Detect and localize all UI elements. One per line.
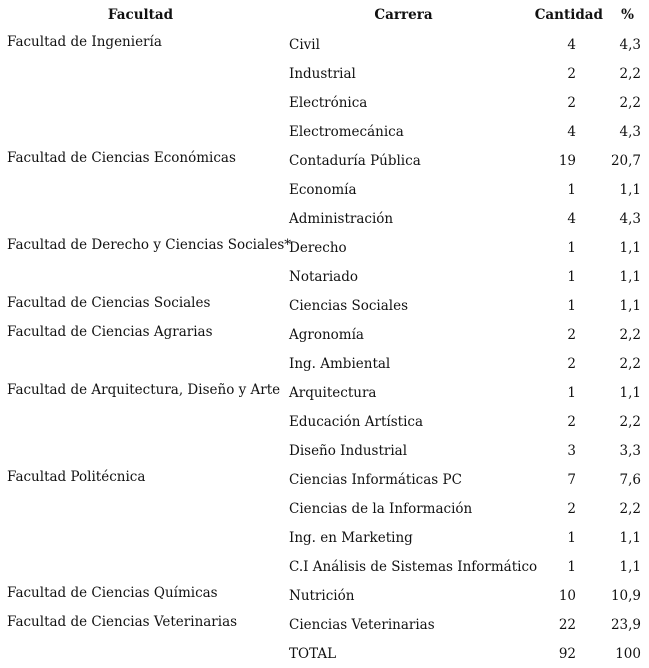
cell-porcentaje: 1,1: [619, 181, 641, 198]
cell-porcentaje: 1,1: [619, 268, 641, 285]
cell-porcentaje: 4,3: [619, 123, 641, 140]
cell-facultad: [0, 204, 281, 233]
cell-carrera: Ing. Ambiental: [289, 355, 391, 372]
cell-facultad: Facultad de Ciencias Veterinarias: [7, 614, 238, 630]
cell-facultad: Facultad de Ciencias Sociales: [7, 295, 211, 311]
cell-carrera: Ing. en Marketing: [289, 529, 413, 546]
cell-porcentaje: 7,6: [619, 471, 641, 488]
table-row: [0, 88, 649, 117]
cell-facultad: [0, 88, 281, 117]
cell-facultad: Facultad de Arquitectura, Diseño y Arte: [7, 382, 281, 398]
cell-porcentaje: 2,2: [619, 65, 641, 82]
cell-porcentaje: 20,7: [610, 152, 641, 169]
cell-facultad: [0, 175, 281, 204]
cell-carrera: Agronomía: [289, 326, 364, 343]
cell-cantidad: 1: [567, 558, 576, 575]
cell-porcentaje: 3,3: [619, 442, 641, 459]
cell-cantidad: 4: [567, 123, 576, 140]
cell-cantidad: 3: [567, 442, 576, 459]
cell-facultad: Facultad de Ciencias Agrarias: [7, 324, 213, 340]
cell-carrera: Civil: [289, 36, 320, 53]
cell-carrera: C.I Análisis de Sistemas Informático: [289, 558, 538, 575]
cell-facultad: [0, 349, 281, 378]
cell-carrera: Ciencias de la Información: [289, 500, 473, 517]
table-row: [0, 175, 649, 204]
cell-carrera: Derecho: [289, 239, 347, 256]
cell-cantidad: 7: [567, 471, 576, 488]
cell-carrera: Ciencias Sociales: [289, 297, 409, 314]
cell-facultad: Facultad de Derecho y Ciencias Sociales*: [7, 237, 292, 253]
cell-porcentaje: 1,1: [619, 529, 641, 546]
cell-carrera: Electromecánica: [289, 123, 404, 140]
cell-porcentaje: 1,1: [619, 239, 641, 256]
cell-porcentaje: 2,2: [619, 326, 641, 343]
cell-facultad: [0, 262, 281, 291]
table-row: [0, 407, 649, 436]
cell-cantidad: 4: [567, 36, 576, 53]
cell-porcentaje: 1,1: [619, 384, 641, 401]
cell-cantidad: 22: [558, 616, 576, 633]
cell-facultad: [0, 436, 281, 465]
cell-carrera: Electrónica: [289, 94, 368, 111]
cell-facultad: Facultad de Ingeniería: [7, 34, 162, 50]
table-row: [0, 349, 649, 378]
table-row: [0, 117, 649, 146]
cell-cantidad: 4: [567, 210, 576, 227]
header-cantidad: Cantidad: [534, 7, 603, 23]
cell-facultad: [0, 494, 281, 523]
cell-porcentaje: 100: [615, 645, 641, 662]
cell-carrera: Ciencias Informáticas PC: [289, 471, 462, 488]
header-porcentaje: %: [621, 7, 634, 23]
cell-cantidad: 2: [567, 355, 576, 372]
table-row: [0, 233, 649, 262]
cell-facultad: [0, 523, 281, 552]
cell-carrera: Educación Artística: [289, 413, 424, 430]
table-row: [0, 639, 649, 668]
cell-carrera: Contaduría Pública: [289, 152, 421, 169]
cell-carrera: Economía: [289, 181, 357, 198]
cell-porcentaje: 4,3: [619, 210, 641, 227]
cell-porcentaje: 10,9: [610, 587, 641, 604]
cell-cantidad: 2: [567, 413, 576, 430]
header-row: [0, 0, 649, 30]
cell-carrera: Arquitectura: [289, 384, 377, 401]
cell-porcentaje: 1,1: [619, 558, 641, 575]
cell-cantidad: 10: [558, 587, 576, 604]
cell-carrera: Administración: [289, 210, 394, 227]
table-row: [0, 523, 649, 552]
header-facultad: Facultad: [107, 7, 174, 23]
cell-cantidad: 1: [567, 268, 576, 285]
cell-cantidad: 1: [567, 384, 576, 401]
table-row: [0, 610, 649, 639]
cell-cantidad: 1: [567, 529, 576, 546]
cell-facultad: Facultad Politécnica: [7, 469, 146, 485]
cell-facultad: [0, 639, 281, 668]
cell-cantidad: 1: [567, 297, 576, 314]
header-carrera: Carrera: [374, 7, 433, 23]
cell-facultad: Facultad de Ciencias Económicas: [7, 150, 236, 166]
table-row: [0, 465, 649, 494]
cell-carrera: Ciencias Veterinarias: [289, 616, 435, 633]
table-header: [0, 0, 649, 30]
cell-cantidad: 2: [567, 326, 576, 343]
cell-cantidad: 1: [567, 181, 576, 198]
table-row: [0, 146, 649, 175]
cell-porcentaje: 2,2: [619, 94, 641, 111]
cell-porcentaje: 23,9: [610, 616, 641, 633]
cell-cantidad: 92: [558, 645, 576, 662]
cell-cantidad: 2: [567, 94, 576, 111]
cell-carrera: TOTAL: [289, 645, 337, 662]
cell-facultad: [0, 552, 281, 581]
cell-cantidad: 2: [567, 65, 576, 82]
table-row: [0, 320, 649, 349]
cell-facultad: [0, 59, 281, 88]
cell-cantidad: 2: [567, 500, 576, 517]
cell-porcentaje: 2,2: [619, 413, 641, 430]
cell-porcentaje: 2,2: [619, 500, 641, 517]
table-row: [0, 552, 649, 581]
cell-carrera: Notariado: [289, 268, 359, 285]
cell-carrera: Industrial: [289, 65, 356, 82]
table-row: [0, 262, 649, 291]
table-row: [0, 204, 649, 233]
table-row: [0, 59, 649, 88]
table-body: [0, 30, 649, 668]
table-row: [0, 30, 649, 59]
table-row: [0, 291, 649, 320]
cell-cantidad: 1: [567, 239, 576, 256]
table-row: [0, 494, 649, 523]
cell-carrera: Nutrición: [289, 587, 355, 604]
cell-porcentaje: 1,1: [619, 297, 641, 314]
table-row: [0, 436, 649, 465]
cell-facultad: [0, 117, 281, 146]
table-row: [0, 378, 649, 407]
cell-facultad: Facultad de Ciencias Químicas: [7, 585, 218, 601]
cell-porcentaje: 4,3: [619, 36, 641, 53]
cell-porcentaje: 2,2: [619, 355, 641, 372]
cell-carrera: Diseño Industrial: [289, 442, 408, 459]
cell-facultad: [0, 407, 281, 436]
cell-cantidad: 19: [558, 152, 576, 169]
table-row: [0, 581, 649, 610]
